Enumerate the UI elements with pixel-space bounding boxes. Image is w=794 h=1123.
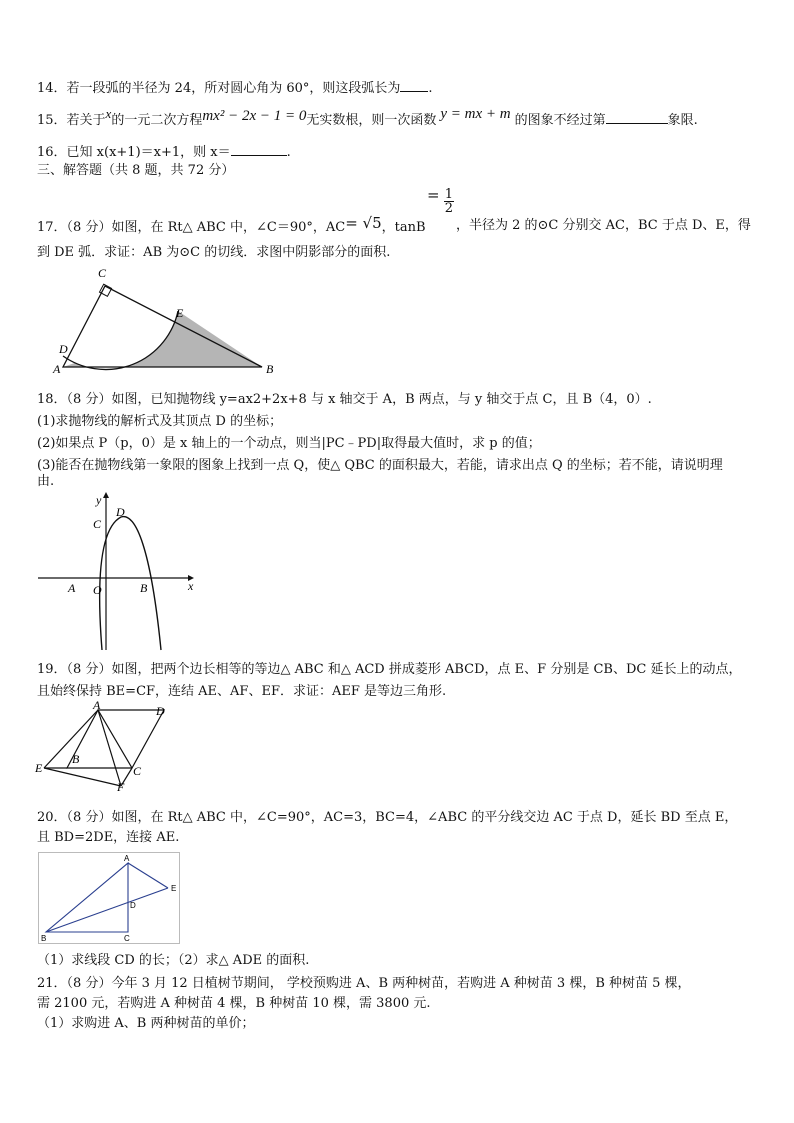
q18-parabola <box>100 517 161 650</box>
q19-label-d: D <box>156 704 165 718</box>
q19-rhombus <box>67 710 164 768</box>
q20-frame <box>39 853 180 944</box>
q17-text-c: ，半径为 2 的⊙C 分别交 AC，BC 于点 D、E，得 <box>456 218 751 233</box>
q17-label-d: D <box>59 342 68 356</box>
q17-equals: = <box>345 214 363 232</box>
q17-figure <box>50 265 285 375</box>
section-heading: 三、解答题（共 8 题，共 72 分） <box>37 163 235 178</box>
q19-label-b: B <box>72 752 80 766</box>
question-15 <box>37 106 698 129</box>
q18-label-x: x <box>188 579 194 593</box>
q18-label-y: y <box>96 493 102 507</box>
q15-answer-blank[interactable] <box>606 111 668 124</box>
q15-text-b: 的一元二次方程 <box>111 113 203 128</box>
q14-answer-blank[interactable] <box>400 79 428 92</box>
q17-label-c: C <box>98 266 107 280</box>
q15-text-c: 无实数根，则一次函数 <box>306 113 437 128</box>
q17-text-a: 17．（8 分）如图，在 Rt△ ABC 中，∠C＝90°，AC <box>37 220 346 235</box>
q20-label-c: C <box>124 934 130 943</box>
question-18-line5: 由. <box>37 474 55 489</box>
q18-y-arrow <box>103 492 109 498</box>
q19-label-c: C <box>133 764 142 778</box>
q17-tanb-value <box>427 188 454 215</box>
q17-fraction <box>444 188 454 215</box>
question-18-line1: 18．（8 分）如图，已知抛物线 y=ax2+2x+8 与 x 轴交于 A，B 两点，与 y 轴交于点 C，且 B（4，0）. <box>37 392 652 407</box>
question-19-line2: 且始终保持 BE=CF，连结 AE、AF、EF．求证：AEF 是等边三角形. <box>37 684 447 699</box>
question-17-line2: 到 DE 弧．求证：AB 为⊙C 的切线．求图中阴影部分的面积. <box>37 245 391 260</box>
question-18-line4: (3)能否在抛物线第一象限的图象上找到一点 Q，使△ QBC 的面积最大，若能，请求出点 Q 的坐标；若不能，请说明理 <box>37 458 723 473</box>
q17-frac-numerator: 1 <box>444 187 453 202</box>
question-19-line1: 19．（8 分）如图，把两个边长相等的等边△ ABC 和△ ACD 拼成菱形 ABCD，点 E、F 分别是 CB、DC 延长上的动点， <box>37 662 742 677</box>
question-17-line1 <box>37 214 426 236</box>
q18-label-d: D <box>116 505 125 519</box>
q17-text-c-wrap <box>456 218 751 234</box>
q16-answer-blank[interactable] <box>231 143 287 156</box>
question-16 <box>37 143 291 161</box>
q17-sqrt5: √5 <box>362 214 382 232</box>
q20-figure <box>38 852 180 944</box>
q19-label-e: E <box>35 761 43 775</box>
q19-label-f: F <box>117 780 125 792</box>
q17-text-b: ，tanB <box>381 220 426 235</box>
q15-text-d: 的图象不经过第 <box>514 113 606 128</box>
q19-line-ef <box>44 768 121 786</box>
q17-frac-equals: = <box>427 186 440 204</box>
question-18-line3: (2)如果点 P（p，0）是 x 轴上的一个动点，则当|PC﹣PD|取得最大值时，求 p 的值； <box>37 436 541 451</box>
question-20-line1: 20．（8 分）如图，在 Rt△ ABC 中，∠C=90°，AC=3，BC=4，∠ABC 的平分线交边 AC 于点 D，延长 BD 至点 E， <box>37 810 738 825</box>
q17-frac-denominator: 2 <box>444 201 453 216</box>
question-18-line2: (1)求抛物线的解析式及其顶点 D 的坐标； <box>37 414 283 429</box>
q14-text: 14．若一段弧的半径为 24，所对圆心角为 60°，则这段弧长为 <box>37 81 401 96</box>
question-21-line1: 21．（8 分）今年 3 月 12 日植树节期间， 学校预购进 A、B 两种树苗，若购进 A 种树苗 3 棵，B 种树苗 5 棵， <box>37 976 691 991</box>
q20-label-e: E <box>171 884 177 893</box>
q17-label-e: E <box>176 306 184 320</box>
q17-label-b: B <box>266 362 274 375</box>
q15-text-e: 象限. <box>667 113 698 128</box>
q18-figure <box>36 490 201 652</box>
q20-label-b: B <box>41 934 47 943</box>
q18-label-a: A <box>68 581 76 595</box>
q16-text: 16．已知 x(x+1)＝x+1，则 x＝ <box>37 145 231 160</box>
question-21-line3: （1）求购进 A、B 两种树苗的单价； <box>37 1016 255 1031</box>
q18-label-c: C <box>93 517 102 531</box>
q16-end: . <box>286 145 291 160</box>
question-14 <box>37 79 433 97</box>
q19-figure <box>34 700 174 792</box>
q18-label-o: O <box>93 583 102 597</box>
q20-label-d: D <box>130 901 136 910</box>
q18-label-b: B <box>140 581 148 595</box>
question-20-line2: 且 BD=2DE，连接 AE. <box>37 830 180 845</box>
q15-variable-x: x <box>105 106 112 121</box>
q19-line-af <box>98 710 121 786</box>
q15-function: y = mx + m <box>440 106 511 122</box>
q15-equation: mx² − 2x − 1 = 0 <box>202 108 307 124</box>
q20-label-a: A <box>124 854 130 863</box>
q14-end: . <box>428 81 433 96</box>
q15-text-a: 15．若关于 <box>37 113 106 128</box>
q17-label-a: A <box>53 362 61 375</box>
question-21-line2: 需 2100 元，若购进 A 种树苗 4 棵，B 种树苗 10 棵，需 3800 元. <box>37 996 431 1011</box>
question-20-line3: （1）求线段 CD 的长；（2）求△ ADE 的面积. <box>37 953 310 968</box>
q19-label-a: A <box>93 700 101 712</box>
